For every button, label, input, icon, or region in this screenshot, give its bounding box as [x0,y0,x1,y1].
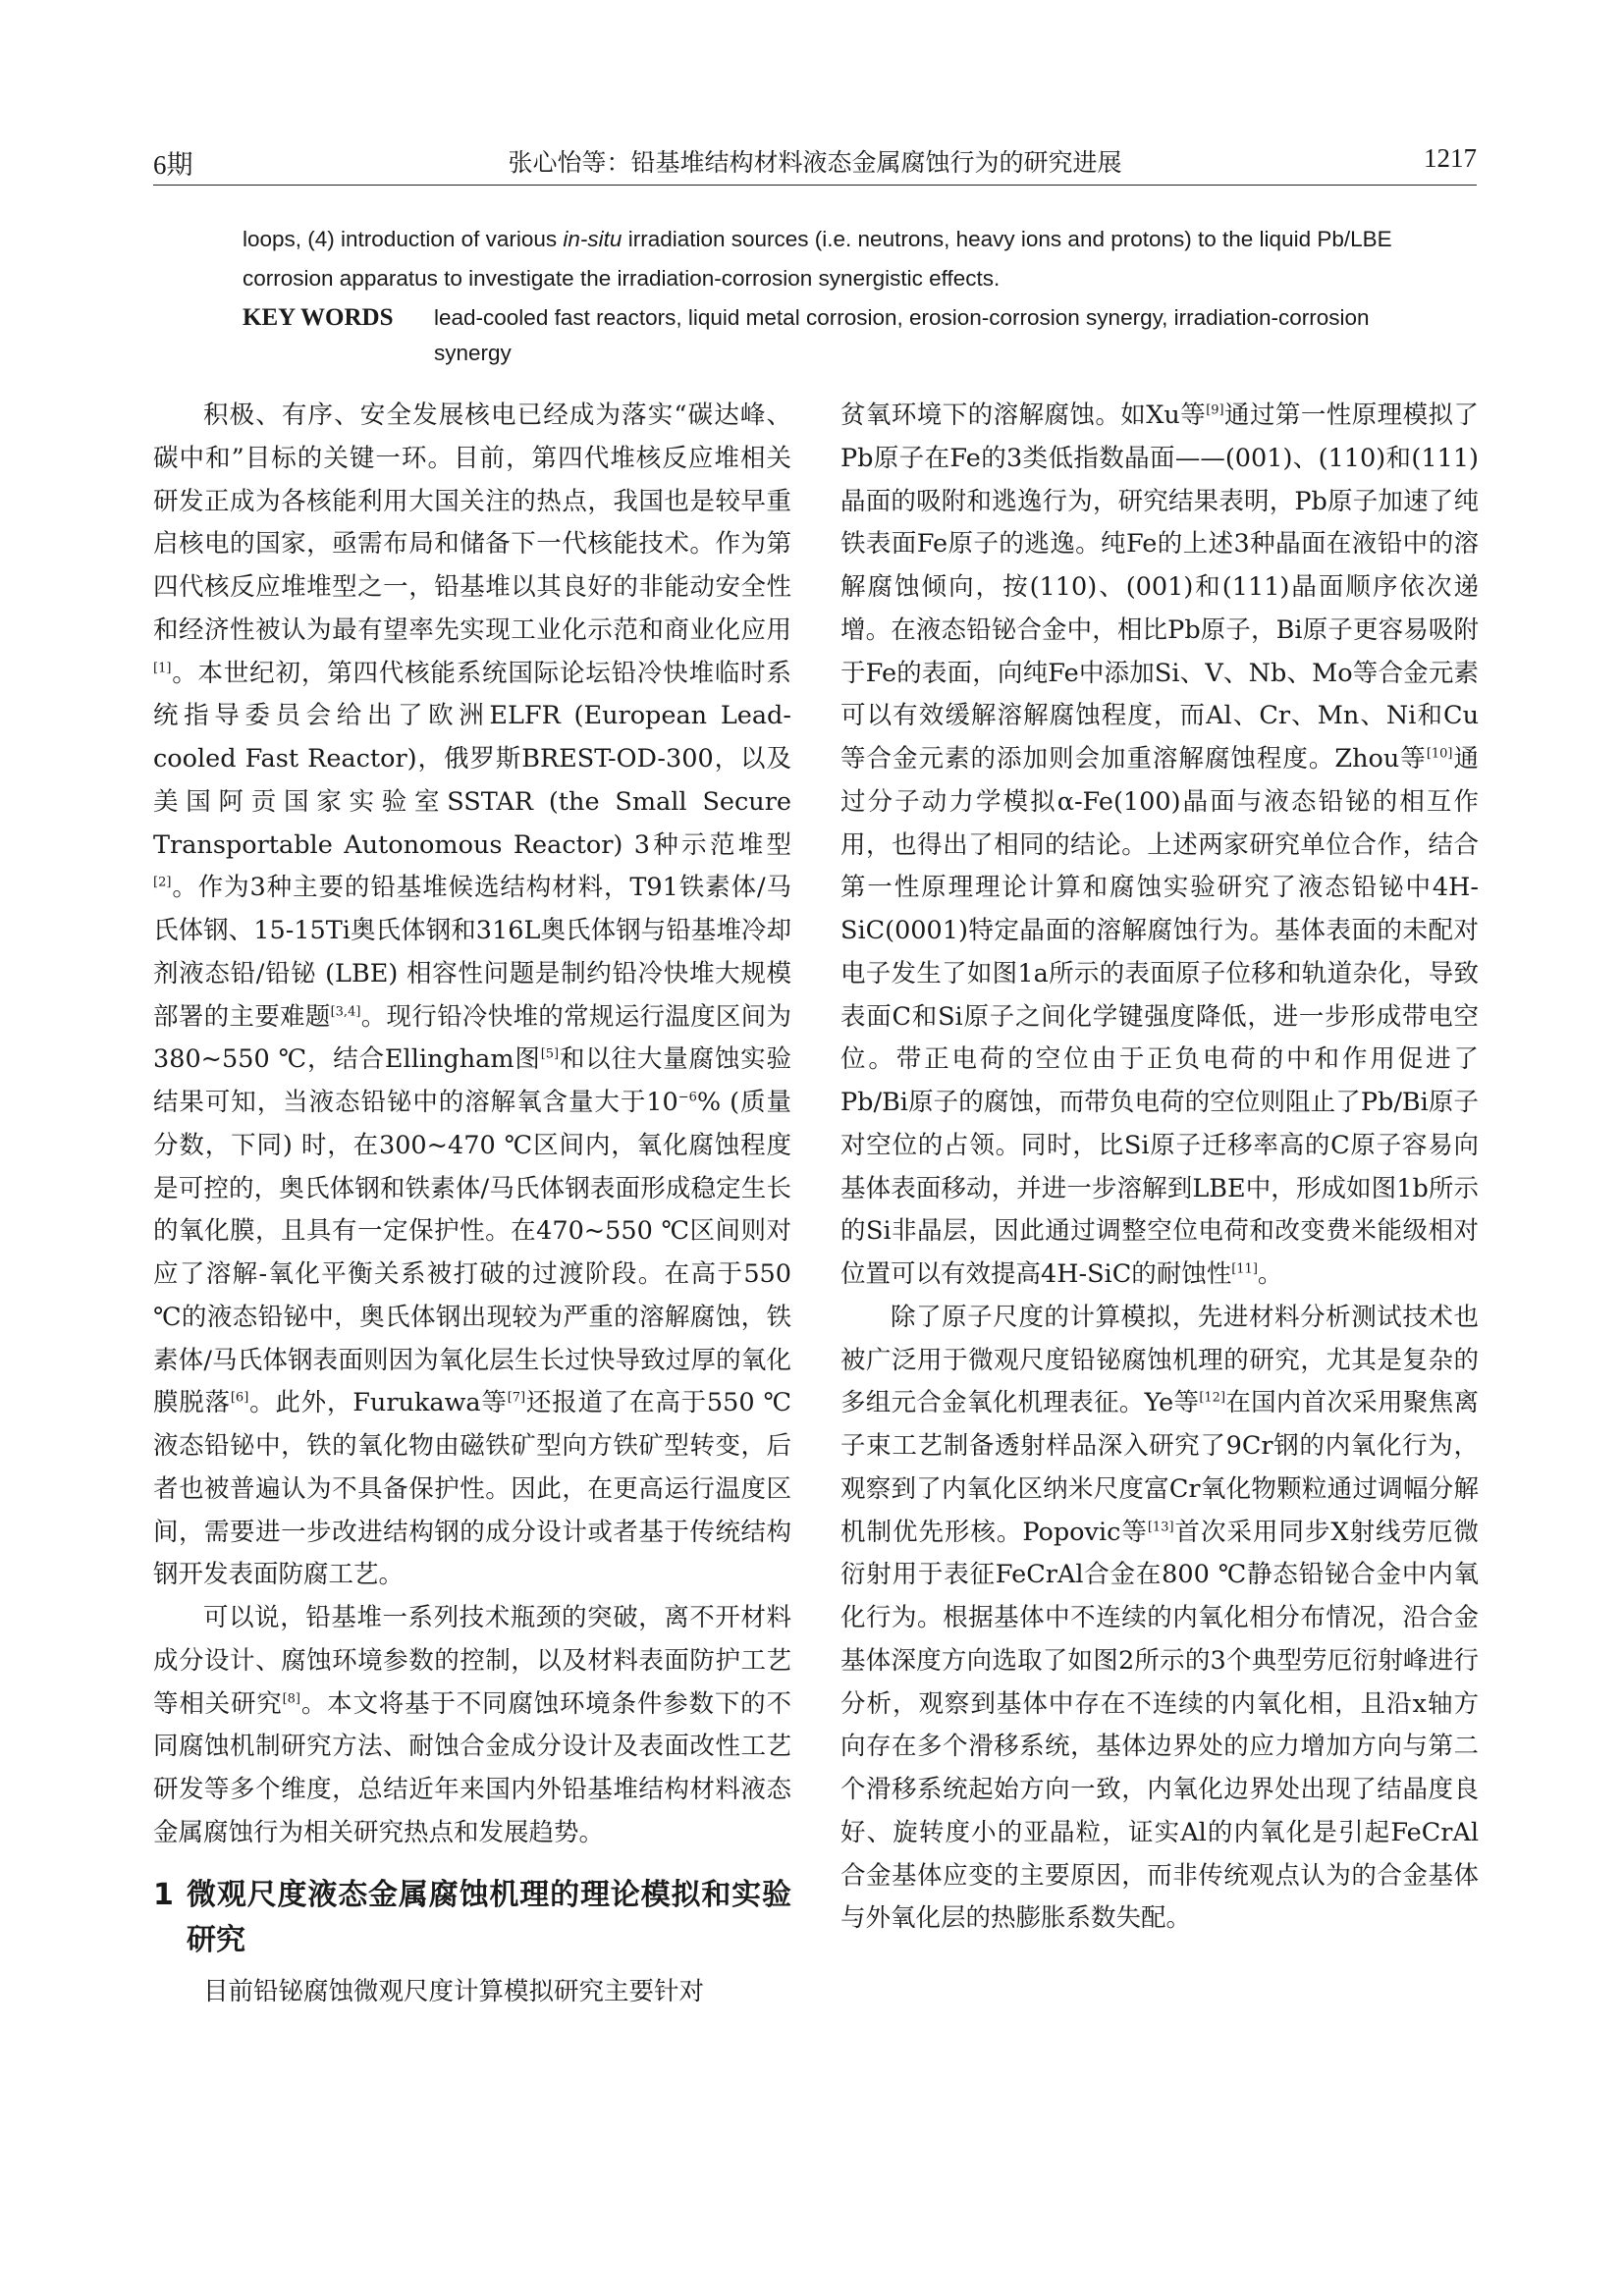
keywords-text: lead-cooled fast reactors, liquid metal corrosion, erosion-corrosion synergy, irradiation-corrosion synergy [434,305,1370,365]
running-title: 张心怡等：铅基堆结构材料液态金属腐蚀行为的研究进展 [508,148,1122,177]
keywords-block [243,300,1411,371]
paragraph: 贫氧环境下的溶解腐蚀。如Xu等[9]通过第一性原理模拟了Pb原子在Fe的3类低指数晶面——(001)、(110)和(111)晶面的吸附和逃逸行为，研究结果表明，Pb原子加速了纯铁表面Fe原子的逃逸。纯Fe的上述3种晶面在液铅中的溶解腐蚀倾向，按(110)、(001)和(111)晶面顺序依次递增。在液态铅铋合金中，相比Pb原子，Bi原子更容易吸附于Fe的表面，向纯Fe中添加Si、V、Nb、Mo等合金元素可以有效缓解溶解腐蚀程度，而Al、Cr、Mn、Ni和Cu等合金元素的添加则会加重溶解腐蚀程度。Zhou等[10]通过分子动力学模拟α-Fe(100)晶面与液态铅铋的相互作用，也得出了相同的结论。上述两家研究单位合作，结合第一性原理理论计算和腐蚀实验研究了液态铅铋中4H-SiC(0001)特定晶面的溶解腐蚀行为。基体表面的未配对电子发生了如图1a所示的表面原子位移和轨道杂化，导致表面C和Si原子之间化学键强度降低，进一步形成带电空位。带正电荷的空位由于正负电荷的中和作用促进了Pb/Bi原子的腐蚀，而带负电荷的空位则阻止了Pb/Bi原子对空位的占领。同时，比Si原子迁移率高的C原子容易向基体表面移动，并进一步溶解到LBE中，形成如图1b所示的Si非晶层，因此通过调整空位电荷和改变费米能级相对位置可以有效提高4H-SiC的耐蚀性[11]。 [840,400,1479,1289]
paragraph: 可以说，铅基堆一系列技术瓶颈的突破，离不开材料成分设计、腐蚀环境参数的控制，以及材料表面防护工艺等相关研究[8]。本文将基于不同腐蚀环境条件参数下的不同腐蚀机制研究方法、耐蚀合金成分设计及表面改性工艺研发等多个维度，总结近年来国内外铅基堆结构材料液态金属腐蚀行为相关研究热点和发展趋势。 [153,1603,791,1847]
paragraph: 积极、有序、安全发展核电已经成为落实“碳达峰、碳中和”目标的关键一环。目前，第四代堆核反应堆相关研发正成为各核能利用大国关注的热点，我国也是较早重启核电的国家，亟需布局和储备下一代核能技术。作为第四代核反应堆堆型之一，铅基堆以其良好的非能动安全性和经济性被认为最有望率先实现工业化示范和商业化应用[1]。本世纪初，第四代核能系统国际论坛铅冷快堆临时系统指导委员会给出了欧洲ELFR (European Lead-cooled Fast Reactor)，俄罗斯BREST-OD-300，以及美国阿贡国家实验室SSTAR (the Small Secure Transportable Autonomous Reactor) 3种示范堆型[2]。作为3种主要的铅基堆候选结构材料，T91铁素体/马氏体钢、15-15Ti奥氏体钢和316L奥氏体钢与铅基堆冷却剂液态铅/铅铋 (LBE) 相容性问题是制约铅冷快堆大规模部署的主要难题[3,4]。现行铅冷快堆的常规运行温度区间为380~550 ℃，结合Ellingham图[5]和以往大量腐蚀实验结果可知，当液态铅铋中的溶解氧含量大于$10^{-6}\%$ (质量分数，下同) 时，在300~470 ℃区间内，氧化腐蚀程度是可控的，奥氏体钢和铁素体/马氏体钢表面形成稳定生长的氧化膜，且具有一定保护性。在470~550 ℃区间则对应了溶解-氧化平衡关系被打破的过渡阶段。在高于550 ℃的液态铅铋中，奥氏体钢出现较为严重的溶解腐蚀，铁素体/马氏体钢表面则因为氧化层生长过快导致过厚的氧化膜脱落[6]。此外，Furukawa等[7]还报道了在高于550 ℃液态铅铋中，铁的氧化物由磁铁矿型向方铁矿型转变，后者也被普遍认为不具备保护性。因此，在更高运行温度区间，需要进一步改进结构钢的成分设计或者基于传统结构钢开发表面防腐工艺。 [153,400,791,1590]
header-rule [153,185,1477,186]
keywords-label: KEY WORDS [243,304,394,331]
section-number: 1 [153,1877,174,1912]
page-number: 1217 [1424,143,1477,173]
right-column [840,395,1479,1941]
paragraph: 目前铅铋腐蚀微观尺度计算模拟研究主要针对 [203,1976,705,2006]
section-title: 微观尺度液态金属腐蚀机理的理论模拟和实验研究 [187,1877,791,1957]
abstract-continuation: loops, (4) introduction of various in-situ irradiation sources (i.e. neutrons, heavy ions and protons) to the liquid Pb/LBE corrosion apparatus to investigate the irradiation-corrosion synergistic effects. [243,227,1392,291]
left-column [153,395,791,2013]
issue-label: 6期 [153,150,193,180]
page-header [153,143,1477,183]
section-heading [153,1873,791,1963]
paragraph: 除了原子尺度的计算模拟，先进材料分析测试技术也被广泛用于微观尺度铅铋腐蚀机理的研究，尤其是复杂的多组元合金氧化机理表征。Ye等[12]在国内首次采用聚焦离子束工艺制备透射样品深入研究了9Cr钢的内氧化行为，观察到了内氧化区纳米尺度富Cr氧化物颗粒通过调幅分解机制优先形核。Popovic等[13]首次采用同步X射线劳厄微衍射用于表征FeCrAl合金在800 ℃静态铅铋合金中内氧化行为。根据基体中不连续的内氧化相分布情况，沿合金基体深度方向选取了如图2所示的3个典型劳厄衍射峰进行分析，观察到基体中存在不连续的内氧化相，且沿x轴方向存在多个滑移系统，基体边界处的应力增加方向与第二个滑移系统起始方向一致，内氧化边界处出现了结晶度良好、旋转度小的亚晶粒，证实Al的内氧化是引起FeCrAl合金基体应变的主要原因，而非传统观点认为的合金基体与外氧化层的热膨胀系数失配。 [840,1302,1480,1934]
